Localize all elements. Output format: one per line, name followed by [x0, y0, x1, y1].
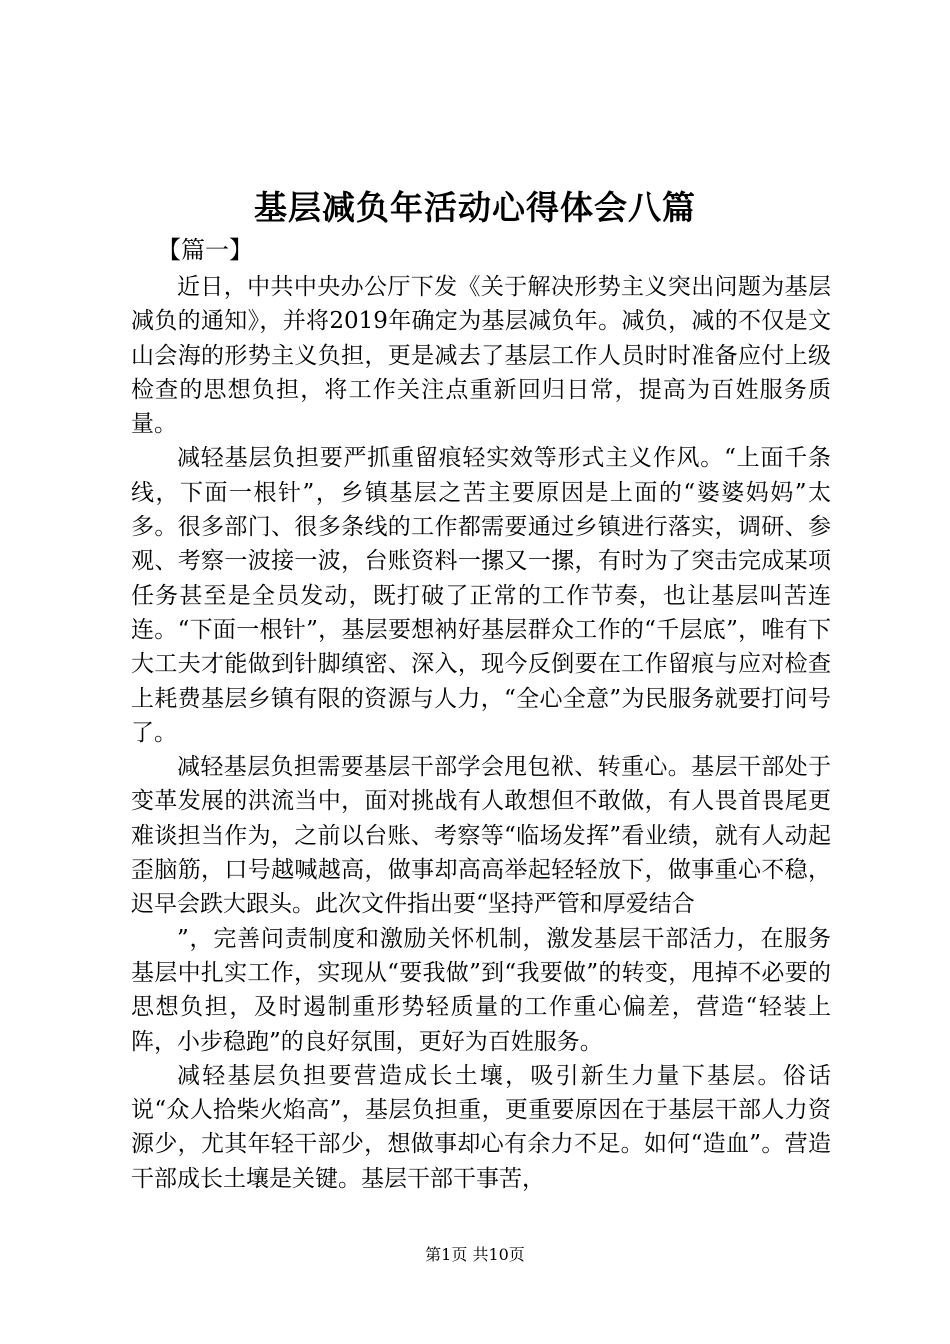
document-title: 基层减负年活动心得体会八篇 [254, 188, 696, 227]
paragraph-5: 减轻基层负担要营造成长土壤，吸引新生力量下基层。俗话说“众人拾柴火焰高”，基层负担重，更重要原因在于基层干部人力资源少，尤其年轻干部少，想做事却心有余力不足。如何“造血”。营造干部成长土壤是关键。基层干部干事苦， [131, 1062, 831, 1192]
paragraph-3: 减轻基层负担需要基层干部学会甩包袱、转重心。基层干部处于变革发展的洪流当中，面对挑战有人敢想但不敢做，有人畏首畏尾更难谈担当作为，之前以台账、考察等“临场发挥”看业绩，就有人动起歪脑筋，口号越喊越高，做事却高高举起轻轻放下，做事重心不稳，迟早会跌大跟头。此次文件指出要“坚持严管和厚爱结合 [131, 754, 831, 918]
paragraph-1: 近日，中共中央办公厅下发《关于解决形势主义突出问题为基层减负的通知》，并将2019年确定为基层减负年。减负，减的不仅是文山会海的形势主义负担，更是减去了基层工作人员时时准备应付上级检查的思想负担，将工作关注点重新回归日常，提高为百姓服务质量。 [131, 274, 831, 438]
section-label: 【篇一】 [157, 236, 253, 264]
paragraph-2: 减轻基层负担要严抓重留痕轻实效等形式主义作风。“上面千条线，下面一根针”，乡镇基层之苦主要原因是上面的“婆婆妈妈”太多。很多部门、很多条线的工作都需要通过乡镇进行落实，调研、参观、考察一波接一波，台账资料一摞又一摞，有时为了突击完成某项任务甚至是全员发动，既打破了正常的工作节奏，也让基层叫苦连连。“下面一根针”，基层要想衲好基层群众工作的“千层底”，唯有下大工夫才能做到针脚缜密、深入，现今反倒要在工作留痕与应对检查上耗费基层乡镇有限的资源与人力，“全心全意”为民服务就要打问号了。 [131, 445, 831, 746]
paragraph-4: ”，完善问责制度和激励关怀机制，激发基层干部活力，在服务基层中扎实工作，实现从“要我做”到“我要做”的转变，甩掉不必要的思想负担，及时遏制重形势轻质量的工作重心偏差，营造“轻装上阵，小步稳跑”的良好氛围，更好为百姓服务。 [131, 925, 831, 1055]
document-body [131, 270, 831, 1196]
page-footer: 第1页 共10页 [425, 1245, 525, 1264]
